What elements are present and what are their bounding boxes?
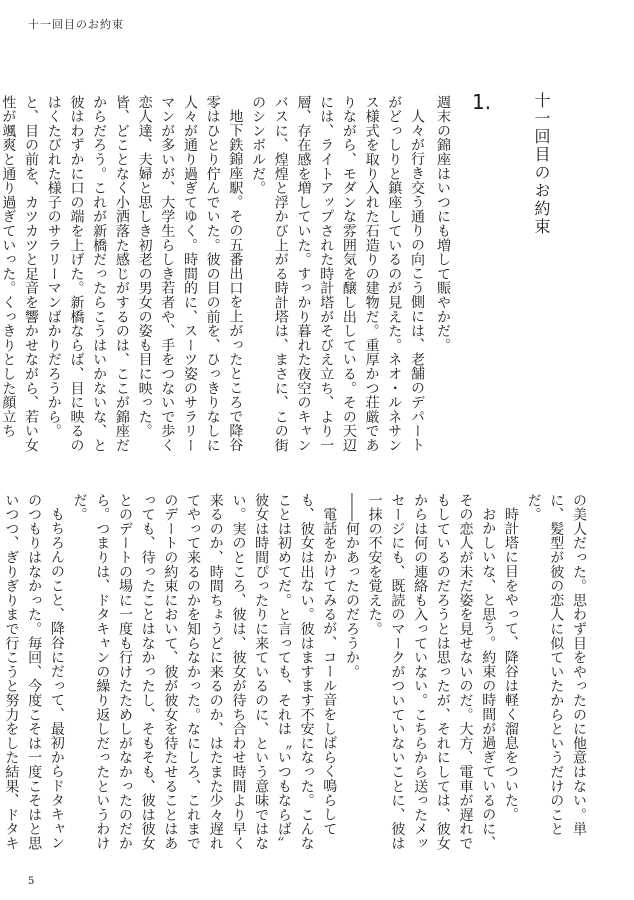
section-number: 1. bbox=[472, 90, 492, 114]
paragraph-2-text: 人々が行き交う通りの向こう側には、老舗のデパートがどっしりと鎮座しているのが見えた。ネオ・ルネサンス様式を取り入れた石造りの建物だ。重厚かつ荘厳でありながら、モダンな雰囲気を醸し出している。その天辺には、ライトアップされた時計塔がそびえ立ち、より一層、存在感を増していた。すっかり暮れた夜空のキャンバスに、煌煌と浮かび上がる時計塔は、まさに、この街のシンボルだ。 bbox=[250, 95, 425, 453]
paragraph-3: 地下鉄錦座駅。その五番出口を上がったところで降谷零はひとり佇んでいた。彼の目の前を、ひっきりなしに人々が通り過ぎてゆく。時間的に、スーツ姿のサラリーマンが多いが、大学生らしき若者や、手をつないで歩く恋人達、夫婦と思しき初老の男女の姿も目に映った。皆、どことなく小洒落た感じがするのは、ここが錦座だからだろう。これが新橋だったらこうはいかないな、と彼はわずかに口の端を上げた。新橋ならば、目に映るのはくたびれた様子のサラリーマンばかりだろうから。と、目の前を、カツカツと足音を響かせながら、若い女性が颯爽と通り過ぎていった。くっきりとした顔立ち bbox=[0, 95, 244, 453]
bottom-block bbox=[3, 493, 590, 853]
paragraph-4: の美人だった。思わず目をやったのに他意はない。単に、髪型が彼の恋人に似ていたからというだけのことだ。 bbox=[525, 493, 587, 837]
paragraph-8: 電話をかけてみるが、コール音をしばらく鳴らしても、彼女は出ない。彼はますます不安になった。こんなことは初めてだ。と言っても、それは〝いつもならば〟彼女は時間ぴったりに来ているのに、という意味ではない。実のところ、彼は、彼女が待ち合わせ時間より早く来るのか、時間ちょうどに来るのか、はたまた少々遅れてやって来るのかを知らなかった。なにしろ、これまでのデートの約束において、彼が彼女を待たせることはあっても、待ったことはなかったし、そもそも、彼は彼女とのデートの場に一度も行けたためしがなかったのだから。つまりは、ドタキャンの繰り返しだったというわけだ。 bbox=[71, 493, 338, 851]
paragraph-5: 時計塔に目をやって、降谷は軽く溜息をついた。 bbox=[502, 507, 519, 822]
paragraph-6: おかしいな、と思う。約束の時間が過ぎているのに、その恋人が未だ姿を見せないのだ。大方、電車が遅れでもしているのだろうとは思ったが、それにしては、彼女からは何の連絡も入っていない。こちらから送ったメッセージにも、既読のマークがついていないことに、彼は一抹の不安を覚えた。 bbox=[366, 493, 497, 851]
paragraph-2-block bbox=[246, 95, 428, 455]
paragraph-2 bbox=[0, 95, 428, 455]
page-number: 5 bbox=[28, 876, 35, 887]
paragraph-9: もちろんのこと、降谷にだって、最初からドタキャンのつもりはなかった。毎回、今度こそは一度こそはと思いつつ、ぎりぎりまで行こうと努力をした結果、ドタキ bbox=[3, 493, 65, 851]
running-header: 十一回目のお約束 bbox=[28, 18, 124, 31]
paragraph-1: 週末の錦座はいつにも増して賑やかだ。 bbox=[435, 95, 451, 353]
chapter-title: 十一回目のお約束 bbox=[532, 92, 551, 236]
paragraph-7: ――何かあったのだろうか。 bbox=[343, 493, 360, 679]
